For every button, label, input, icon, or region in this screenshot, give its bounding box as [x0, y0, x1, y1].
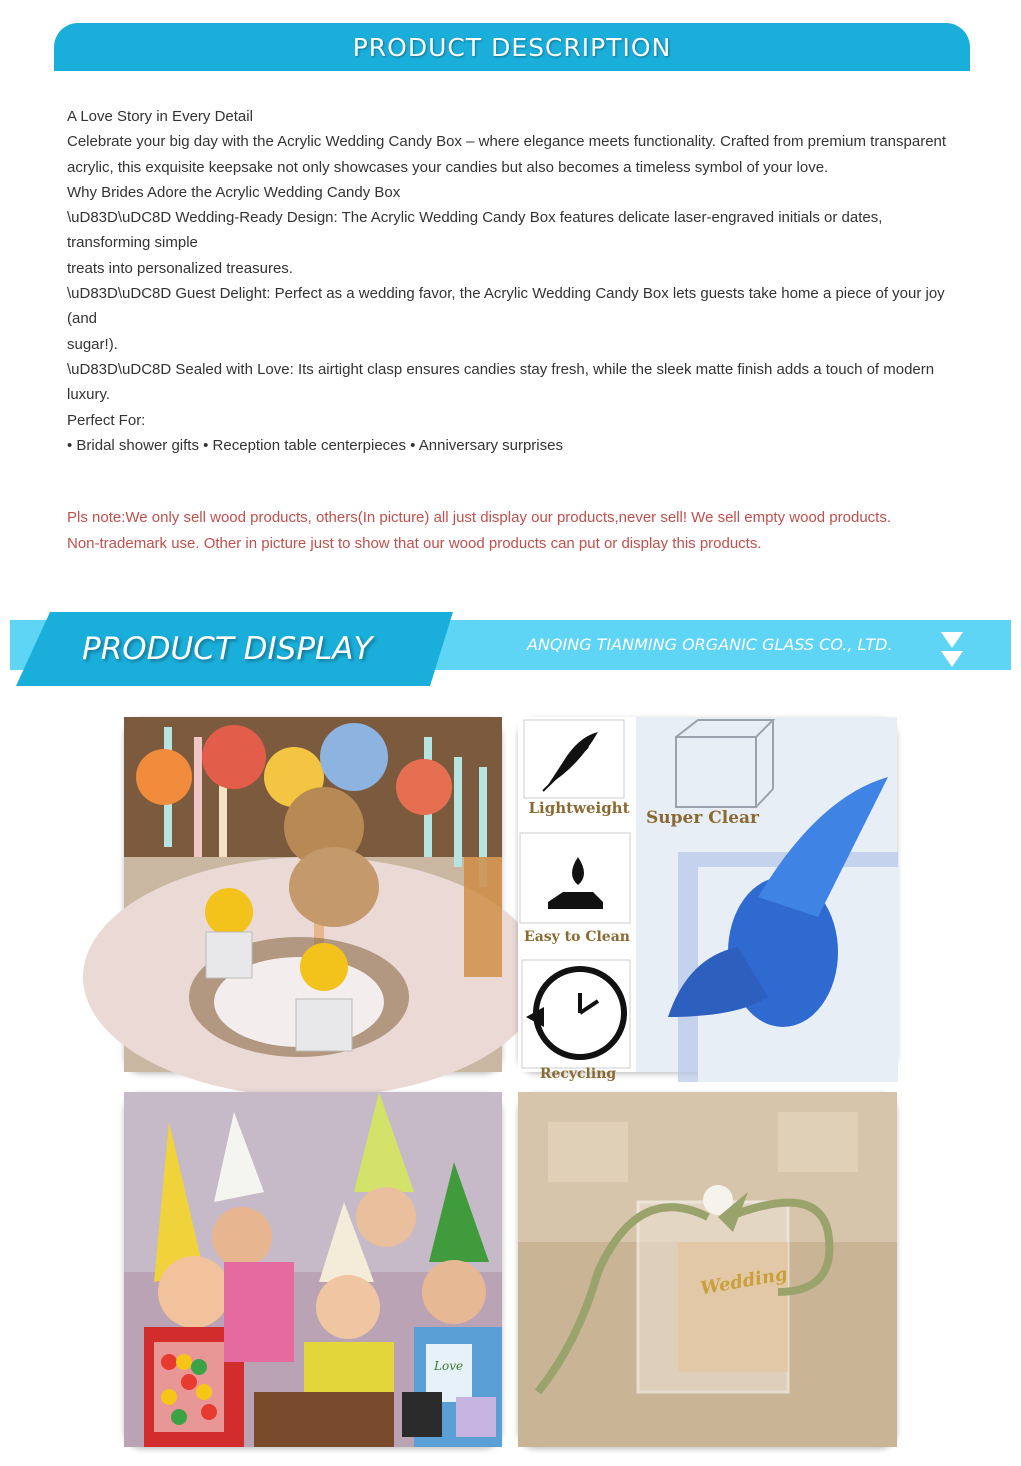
product-display-title: PRODUCT DISPLAY: [82, 631, 373, 667]
description-line: Why Brides Adore the Acrylic Wedding Candy Box: [67, 183, 401, 201]
feature-easy-clean-label: Easy to Clean: [524, 929, 630, 945]
description-line: • Bridal shower gifts • Reception table centerpieces • Anniversary surprises: [67, 436, 563, 454]
party-kids-photo: [124, 1092, 502, 1447]
description-line: acrylic, this exquisite keepsake not only showcases your candies but also becomes a timeless symbol of your love.: [67, 158, 829, 176]
wedding-box-label: Wedding: [698, 1263, 790, 1300]
description-line: \uD83D\uDC8D Wedding-Ready Design: The Acrylic Wedding Candy Box features delicate laser-engraved initials or dates, transforming simple: [67, 209, 883, 252]
description-line: sugar!).: [67, 335, 118, 353]
description-line: treats into personalized treasures.: [67, 259, 293, 277]
love-box-label: Love: [434, 1359, 464, 1373]
feature-super-clear-label: Super Clear: [646, 808, 759, 828]
product-description-title: PRODUCT DESCRIPTION: [352, 32, 672, 62]
wedding-table-photo: [124, 717, 502, 1072]
wedding-gift-box-photo: [518, 1092, 897, 1447]
note-line: Non-trademark use. Other in picture just to show that our wood products can put or display this products.: [67, 534, 762, 552]
description-body: [67, 104, 967, 458]
description-line: \uD83D\uDC8D Sealed with Love: Its airtight clasp ensures candies stay fresh, while the sleek matte finish adds a touch of modern luxury.: [67, 360, 935, 404]
chevron-down-icon: [941, 651, 963, 667]
seller-note: [67, 505, 947, 556]
description-line: A Love Story in Every Detail: [67, 108, 253, 125]
description-line: Perfect For:: [67, 411, 146, 429]
product-description-header: [54, 23, 970, 71]
feature-recycling-label: Recycling: [539, 1066, 617, 1082]
description-line: \uD83D\uDC8D Guest Delight: Perfect as a wedding favor, the Acrylic Wedding Candy Box lets guests take home a piece of your joy (and: [67, 285, 945, 328]
note-line: Pls note:We only sell wood products, others(In picture) all just display our products,never sell! We sell empty wood products.: [67, 509, 891, 526]
company-name: ANQING TIANMING ORGANIC GLASS CO., LTD.: [527, 635, 893, 654]
features-panel: [518, 717, 897, 1082]
feature-lightweight-label: Lightweight: [528, 799, 630, 817]
chevron-down-icon: [941, 632, 963, 648]
description-line: Celebrate your big day with the Acrylic Wedding Candy Box – where elegance meets functionality. Crafted from premium transparent: [67, 133, 947, 151]
